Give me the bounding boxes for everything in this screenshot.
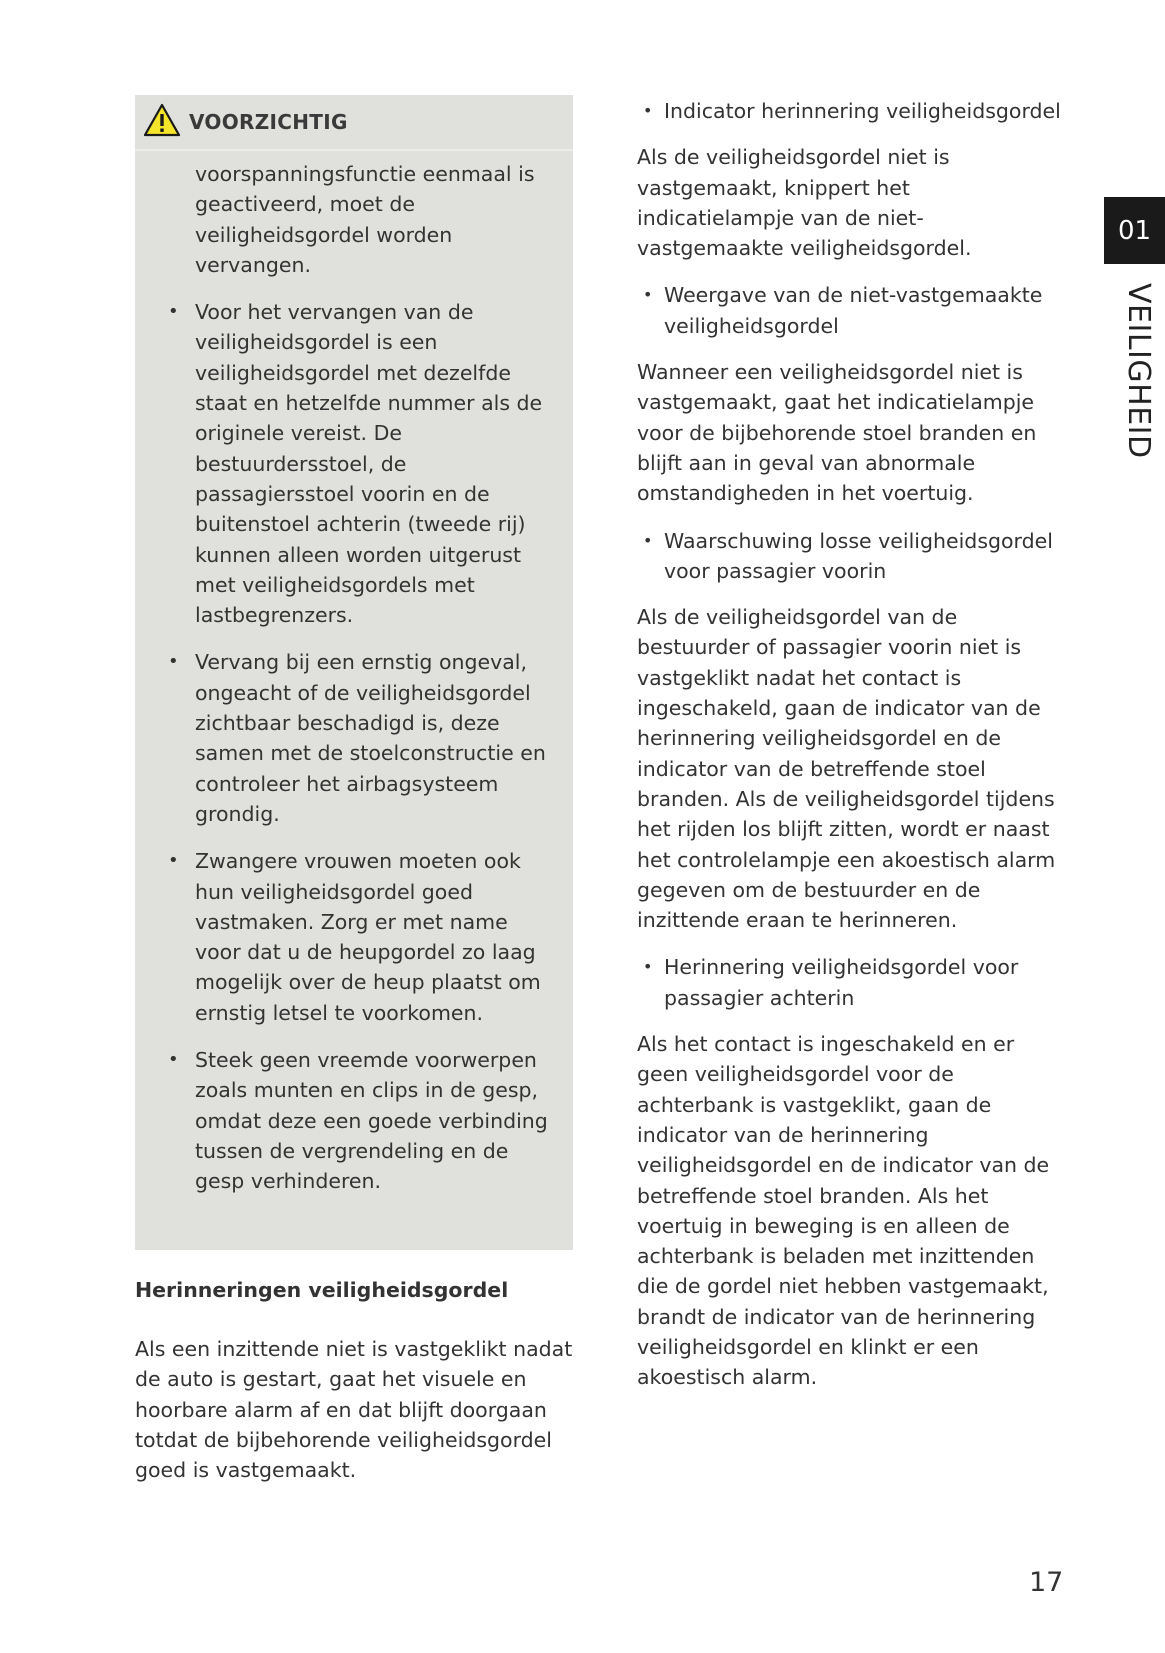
caution-list-item [168,647,555,829]
list-item-text: Weergave van de niet-vastgemaakte veiligheidsgordel [664,283,1043,338]
bullet-icon: • [168,1049,179,1071]
caution-box [135,95,573,1250]
caution-item-text: Voor het vervangen van de veiligheidsgordel is een veiligheidsgordel met dezelfde staat en hetzelfde nummer als de originele vereist. De bestuurdersstoel, de passagiersstoel voorin en de buitenstoel achterin (tweede rij) kunnen alleen worden uitgerust met veiligheidsgordels met lastbegrenzers. [195,300,543,628]
list-item [637,952,1062,1013]
section-heading: Herinneringen veiligheidsgordel [135,1278,509,1302]
chapter-label: VEILIGHEID [1121,283,1156,459]
list-item [637,96,1062,126]
bullet-icon: • [168,850,179,872]
paragraph: Als de veiligheidsgordel niet is vastgemaakt, knippert het indicatielampje van de niet-vastgemaakte veiligheidsgordel. [637,145,972,261]
list-item-text: Waarschuwing losse veiligheidsgordel voor passagier voorin [664,528,1053,583]
caution-list-item [168,1045,555,1196]
list-item-text: Herinnering veiligheidsgordel voor passagier achterin [664,955,1019,1010]
caution-title: VOORZICHTIG [189,110,348,134]
list-item-text: Indicator herinnering veiligheidsgordel [664,99,1061,123]
caution-item-text: Steek geen vreemde voorwerpen zoals munten en clips in de gesp, omdat deze een goede verbinding tussen de vergrendeling en de gesp verhinderen. [195,1048,548,1194]
paragraph: Als het contact is ingeschakeld en er geen veiligheidsgordel voor de achterbank is vastgeklikt, gaan de indicator van de herinnering veiligheidsgordel en de indicator van de betreffende stoel branden. Als het voertuig in beweging is en alleen de achterbank is beladen met inzittenden die de gordel niet hebben vastgemaakt, brandt de indicator van de herinnering veiligheidsgordel en klinkt er een akoestisch alarm. [637,1032,1050,1390]
section-paragraph: Als een inzittende niet is vastgeklikt nadat de auto is gestart, gaat het visuele en hoorbare alarm af en dat blijft doorgaan totdat de bijbehorende veiligheidsgordel goed is vastgemaakt. [135,1337,573,1483]
list-item [637,526,1062,587]
caution-body [135,151,573,1197]
right-column [637,96,1062,1410]
caution-lead-text: voorspanningsfunctie eenmaal is geactiveerd, moet de veiligheidsgordel worden vervangen. [195,162,535,277]
chapter-number-tab: 01 [1104,197,1165,264]
paragraph: Als de veiligheidsgordel van de bestuurder of passagier voorin niet is vastgeklikt nadat het contact is ingeschakeld, gaan de indicator van de herinnering veiligheidsgordel en de indicator van de betreffende stoel branden. Als de veiligheidsgordel tijdens het rijden los blijft zitten, wordt er naast het controlelampje een akoestisch alarm gegeven om de bestuurder en de inzittende eraan te herinneren. [637,605,1056,933]
bullet-icon: • [643,285,653,305]
caution-item-text: Vervang bij een ernstig ongeval, ongeacht of de veiligheidsgordel zichtbaar beschadigd is, deze samen met de stoelconstructie en controleer het airbagsysteem grondig. [195,650,546,826]
caution-list-item [168,846,555,1028]
page-number: 17 [1029,1567,1064,1598]
bullet-icon: • [168,301,179,323]
caution-item-text: Zwangere vrouwen moeten ook hun veiligheidsgordel goed vastmaken. Zorg er met name voor dat u de heupgordel zo laag mogelijk over de heup plaatst om ernstig letsel te voorkomen. [195,849,541,1025]
paragraph: Wanneer een veiligheidsgordel niet is vastgemaakt, gaat het indicatielampje voor de bijbehorende stoel branden en blijft aan in geval van abnormale omstandigheden in het voertuig. [637,360,1037,506]
list-item [637,280,1062,341]
bullet-icon: • [643,530,653,550]
caution-list-item [168,297,555,630]
bullet-icon: • [168,651,179,673]
section-reminders [135,1275,575,1485]
bullet-icon: • [643,101,653,120]
warning-triangle-icon [143,103,181,141]
bullet-icon: • [643,957,653,977]
caution-header [135,95,573,151]
